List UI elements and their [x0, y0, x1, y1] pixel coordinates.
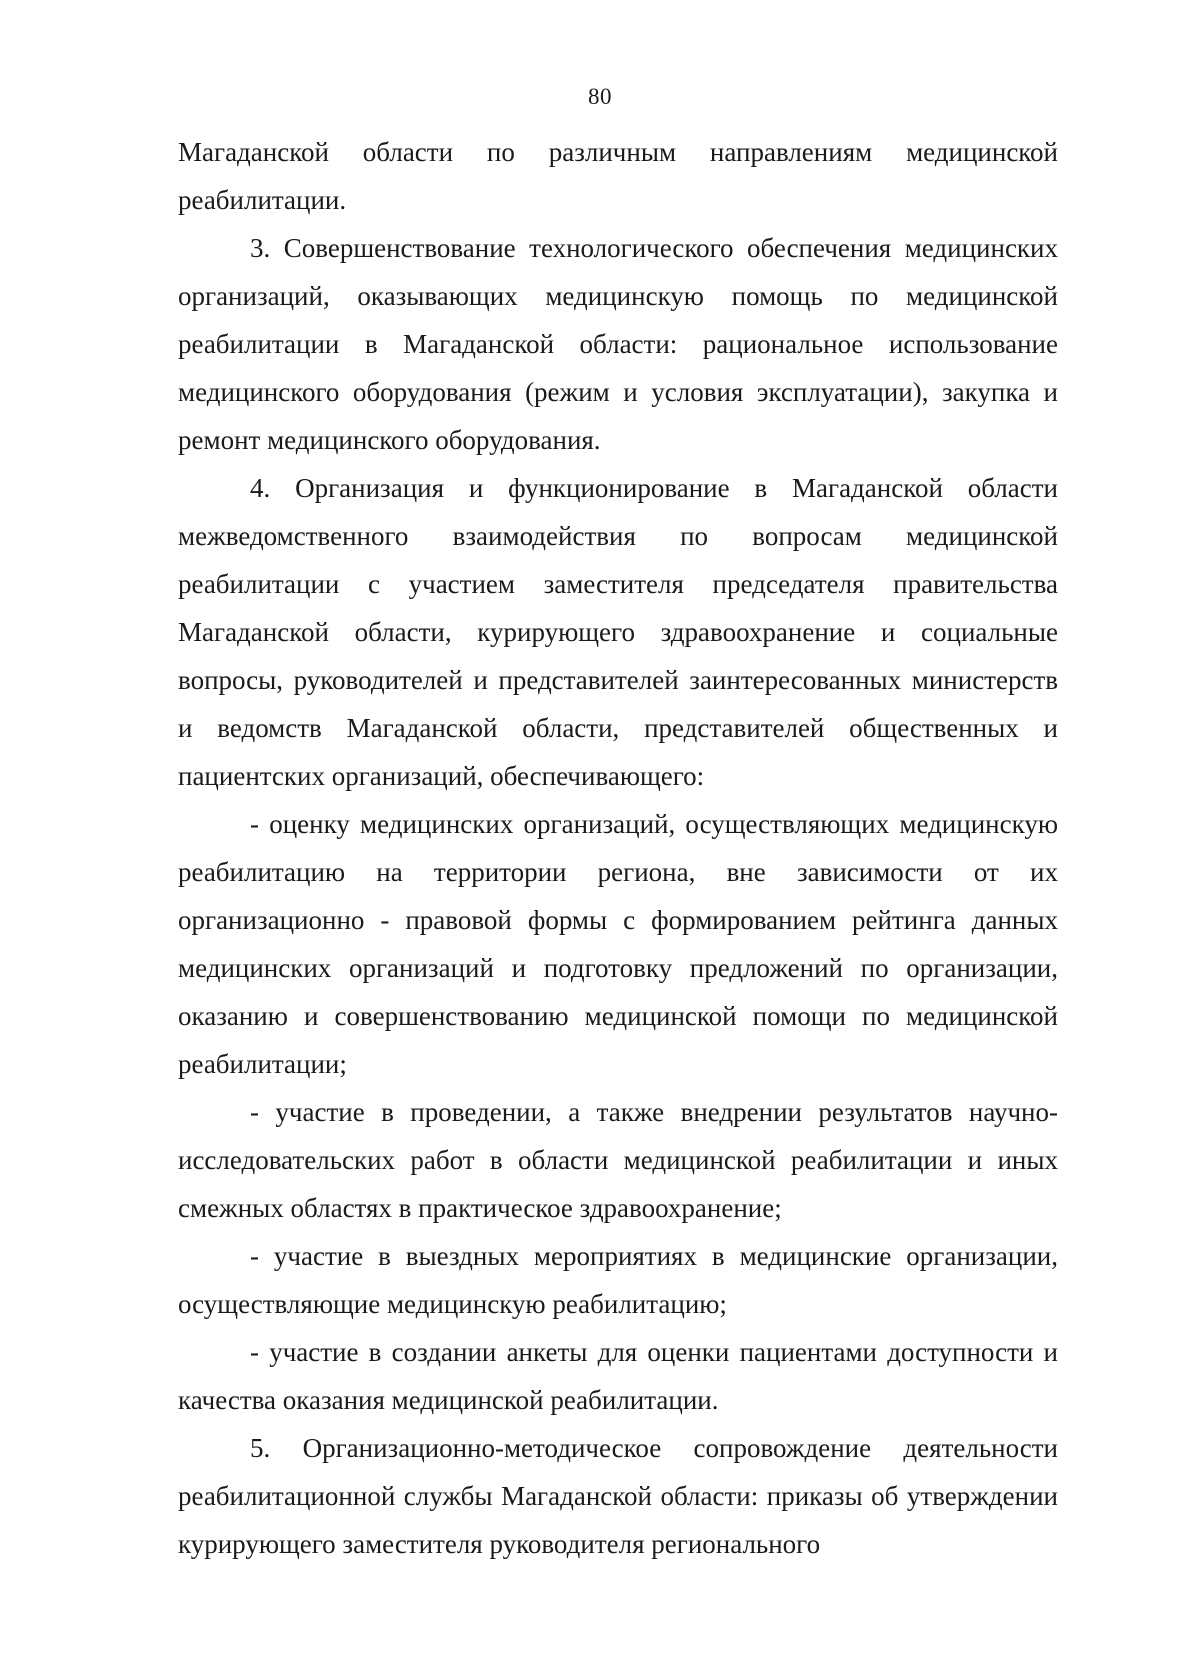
document-body: [178, 128, 1058, 1568]
page-number: 80: [588, 84, 612, 109]
paragraph-item-5: 5. Организационно-методическое сопровождение деятельности реабилитационной службы Магаданской области: приказы об утверждении курирующего заместителя руководителя регионального: [178, 1433, 1058, 1559]
paragraph-item-4: 4. Организация и функционирование в Магаданской области межведомственного взаимодействия по вопросам медицинской реабилитации с участием заместителя председателя правительства Магаданской области, курирующего здравоохранение и социальные вопросы, руководителей и представителей заинтересованных министерств и ведомств Магаданской области, представителей общественных и пациентских организаций, обеспечивающего:: [178, 473, 1058, 791]
list-item-field-visits: - участие в выездных мероприятиях в медицинские организации, осуществляющие медицинскую реабилитацию;: [178, 1241, 1058, 1319]
list-item-assessment: - оценку медицинских организаций, осуществляющих медицинскую реабилитацию на территории региона, вне зависимости от их организационно - правовой формы с формированием рейтинга данных медицинских организаций и подготовку предложений по организации, оказанию и совершенствованию медицинской помощи по медицинской реабилитации;: [178, 809, 1058, 1079]
list-item-research: - участие в проведении, а также внедрении результатов научно-исследовательских работ в области медицинской реабилитации и иных смежных областях в практическое здравоохранение;: [178, 1097, 1058, 1223]
paragraph-continuation: Магаданской области по различным направлениям медицинской реабилитации.: [178, 137, 1058, 215]
paragraph-item-3: 3. Совершенствование технологического обеспечения медицинских организаций, оказывающих медицинскую помощь по медицинской реабилитации в Магаданской области: рациональное использование медицинского оборудования (режим и условия эксплуатации), закупка и ремонт медицинского оборудования.: [178, 233, 1058, 455]
list-item-questionnaire: - участие в создании анкеты для оценки пациентами доступности и качества оказания медицинской реабилитации.: [178, 1337, 1058, 1415]
